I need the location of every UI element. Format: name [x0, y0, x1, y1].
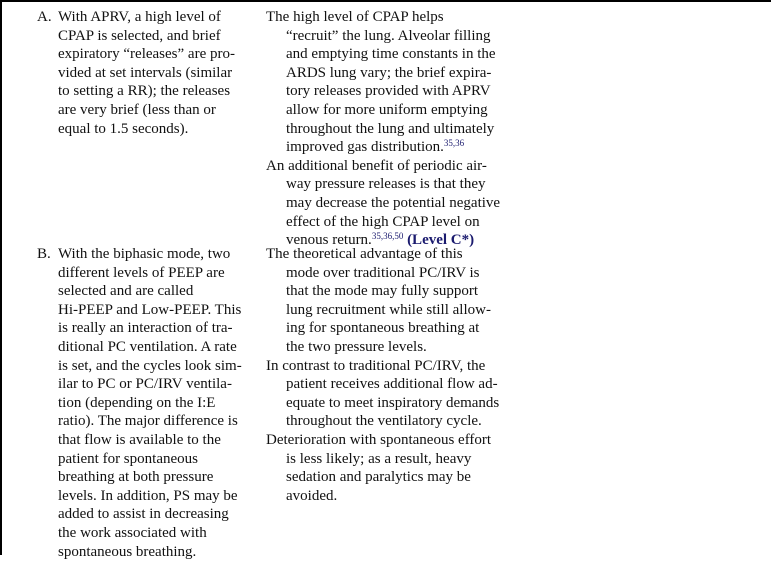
- text-line: levels. In addition, PS may be: [58, 487, 263, 506]
- text-line: [266, 138, 526, 157]
- text-line: [266, 301, 526, 320]
- text-line: [266, 487, 526, 506]
- mode-description: [58, 245, 263, 561]
- line-text: tory releases provided with APRV: [286, 83, 491, 99]
- line-text: The high level of CPAP helps: [266, 9, 444, 25]
- text-line: [266, 394, 526, 413]
- text-line: patient for spontaneous: [58, 450, 263, 469]
- line-text: In contrast to traditional PC/IRV, the: [266, 358, 485, 374]
- rationale-paragraph: [266, 431, 526, 505]
- citation-refs: 35,36,50: [372, 231, 404, 241]
- line-text: the two pressure levels.: [286, 339, 427, 355]
- line-text: equate to meet inspiratory demands: [286, 395, 499, 411]
- rationale-paragraph: [266, 157, 526, 250]
- text-line: [266, 468, 526, 487]
- line-text: throughout the ventilatory cycle.: [286, 413, 482, 429]
- line-text: An additional benefit of periodic air-: [266, 158, 487, 174]
- text-line: [266, 450, 526, 469]
- rationale-column: [266, 245, 526, 505]
- text-line: [266, 245, 526, 264]
- line-text: The theoretical advantage of this: [266, 246, 463, 262]
- text-line: [266, 64, 526, 83]
- text-line: is really an interaction of tra-: [58, 319, 263, 338]
- text-line: [266, 157, 526, 176]
- line-text: sedation and paralytics may be: [286, 469, 471, 485]
- line-text: mode over traditional PC/IRV is: [286, 265, 480, 281]
- line-text: “recruit” the lung. Alveolar filling: [286, 28, 491, 44]
- rationale-paragraph: [266, 8, 526, 157]
- text-line: With APRV, a high level of: [58, 8, 263, 27]
- line-text: improved gas distribution.: [286, 139, 444, 155]
- text-line: [266, 213, 526, 232]
- rationale-paragraph: [266, 245, 526, 357]
- table-top-rule: [0, 0, 771, 2]
- mode-description: [58, 8, 263, 138]
- text-line: spontaneous breathing.: [58, 543, 263, 561]
- text-line: [266, 319, 526, 338]
- line-text: ing for spontaneous breathing at: [286, 320, 479, 336]
- text-line: selected and are called: [58, 282, 263, 301]
- rationale-column: [266, 8, 526, 250]
- line-text: Deterioration with spontaneous effort: [266, 432, 491, 448]
- text-line: [266, 45, 526, 64]
- line-text: throughout the lung and ultimately: [286, 121, 494, 137]
- text-line: tion (depending on the I:E: [58, 394, 263, 413]
- line-text: that the mode may fully support: [286, 283, 478, 299]
- evidence-level: (Level C*): [407, 232, 474, 248]
- line-text: avoided.: [286, 488, 337, 504]
- rationale-paragraph: [266, 357, 526, 431]
- text-line: [266, 375, 526, 394]
- line-text: may decrease the potential negative: [286, 195, 500, 211]
- text-line: [266, 120, 526, 139]
- line-text: and emptying time constants in the: [286, 46, 496, 62]
- text-line: is set, and the cycles look sim-: [58, 357, 263, 376]
- text-line: [266, 82, 526, 101]
- text-line: that flow is available to the: [58, 431, 263, 450]
- text-line: the work associated with: [58, 524, 263, 543]
- citation-refs: 35,36: [444, 138, 464, 148]
- row-marker: A.: [37, 8, 52, 27]
- text-line: Hi-PEEP and Low-PEEP. This: [58, 301, 263, 320]
- text-line: different levels of PEEP are: [58, 264, 263, 283]
- line-text: is less likely; as a result, heavy: [286, 451, 471, 467]
- text-line: [266, 264, 526, 283]
- text-line: [266, 27, 526, 46]
- text-line: [266, 282, 526, 301]
- text-line: added to assist in decreasing: [58, 505, 263, 524]
- text-line: [266, 431, 526, 450]
- text-line: expiratory “releases” are pro-: [58, 45, 263, 64]
- text-line: [266, 8, 526, 27]
- text-line: ilar to PC or PC/IRV ventila-: [58, 375, 263, 394]
- text-line: breathing at both pressure: [58, 468, 263, 487]
- line-text: way pressure releases is that they: [286, 176, 486, 192]
- text-line: ratio). The major difference is: [58, 412, 263, 431]
- text-line: to setting a RR); the releases: [58, 82, 263, 101]
- text-line: [266, 194, 526, 213]
- text-line: vided at set intervals (similar: [58, 64, 263, 83]
- text-line: [266, 412, 526, 431]
- line-text: lung recruitment while still allow-: [286, 302, 491, 318]
- line-text: effect of the high CPAP level on: [286, 214, 480, 230]
- text-line: ditional PC ventilation. A rate: [58, 338, 263, 357]
- text-line: are very brief (less than or: [58, 101, 263, 120]
- text-line: [266, 175, 526, 194]
- text-line: CPAP is selected, and brief: [58, 27, 263, 46]
- row-marker: B.: [37, 245, 51, 264]
- text-line: [266, 357, 526, 376]
- line-text: allow for more uniform emptying: [286, 102, 488, 118]
- table-left-rule: [0, 0, 2, 555]
- text-line: equal to 1.5 seconds).: [58, 120, 263, 139]
- text-line: [266, 101, 526, 120]
- line-text: venous return.: [286, 232, 372, 248]
- line-text: ARDS lung vary; the brief expira-: [286, 65, 491, 81]
- text-line: With the biphasic mode, two: [58, 245, 263, 264]
- line-text: patient receives additional flow ad-: [286, 376, 498, 392]
- text-line: [266, 338, 526, 357]
